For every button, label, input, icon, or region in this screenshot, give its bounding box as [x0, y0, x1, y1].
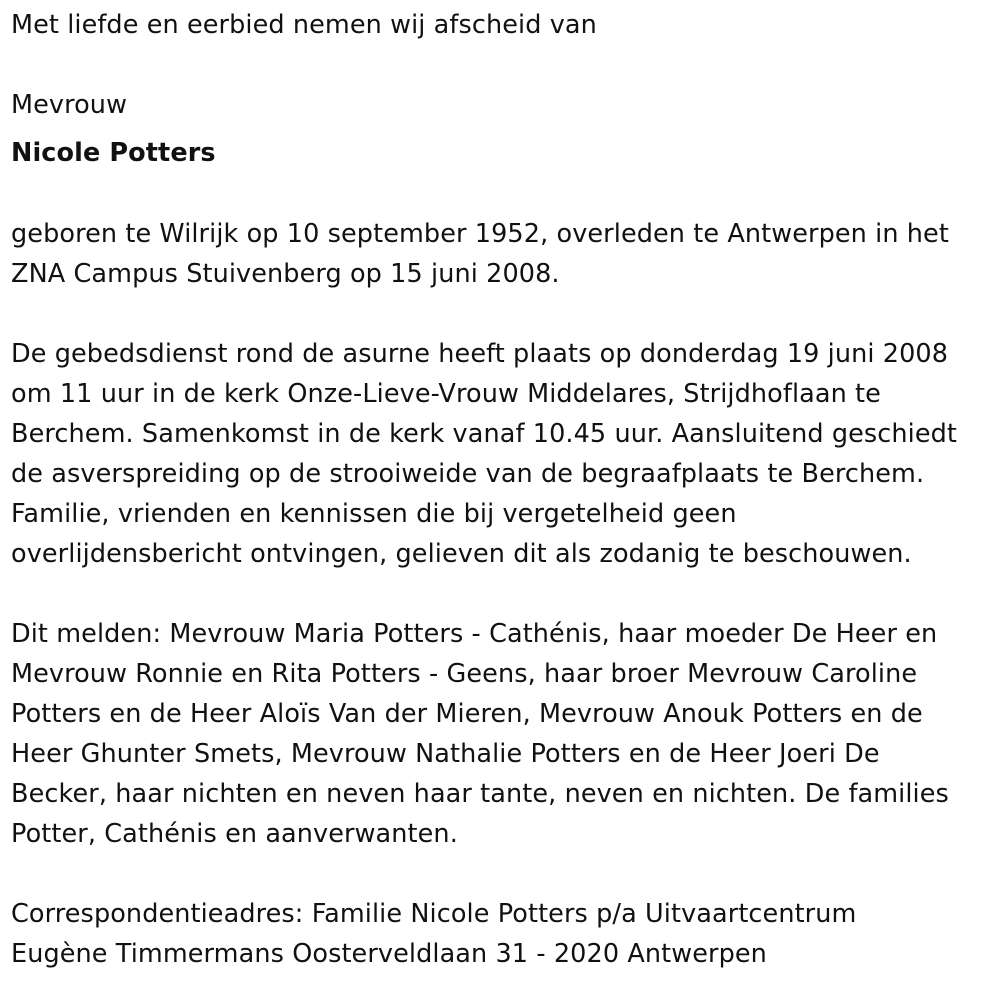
announcers-line-2: Mevrouw Ronnie en Rita Potters - Geens, haar broer Mevrouw Caroline	[11, 659, 918, 689]
announcers-line-3: Potters en de Heer Aloïs Van der Mieren, Mevrouw Anouk Potters en de	[11, 699, 923, 729]
announcers-line-4: Heer Ghunter Smets, Mevrouw Nathalie Potters en de Heer Joeri De	[11, 739, 880, 769]
intro-line: Met liefde en eerbied nemen wij afscheid van	[11, 10, 597, 40]
announcers-line-6: Potter, Cathénis en aanverwanten.	[11, 819, 458, 849]
correspondence-line-2: Eugène Timmermans Oosterveldlaan 31 - 2020 Antwerpen	[11, 939, 767, 969]
birth-line-1: geboren te Wilrijk op 10 september 1952, overleden te Antwerpen in het	[11, 219, 949, 249]
announcers-line-5: Becker, haar nichten en neven haar tante, neven en nichten. De families	[11, 779, 949, 809]
service-line-4: de asverspreiding op de strooiweide van de begraafplaats te Berchem.	[11, 459, 925, 489]
service-line-1: De gebedsdienst rond de asurne heeft plaats op donderdag 19 juni 2008	[11, 339, 949, 369]
service-line-2: om 11 uur in de kerk Onze-Lieve-Vrouw Middelares, Strijdhoflaan te	[11, 379, 881, 409]
service-line-3: Berchem. Samenkomst in de kerk vanaf 10.45 uur. Aansluitend geschiedt	[11, 419, 958, 449]
announcers-line-1: Dit melden: Mevrouw Maria Potters - Cathénis, haar moeder De Heer en	[11, 619, 938, 649]
correspondence-line-1: Correspondentieadres: Familie Nicole Potters p/a Uitvaartcentrum	[11, 899, 857, 929]
salutation: Mevrouw	[11, 90, 128, 120]
deceased-name: Nicole Potters	[11, 138, 216, 168]
service-line-6: overlijdensbericht ontvingen, gelieven dit als zodanig te beschouwen.	[11, 539, 912, 569]
service-line-5: Familie, vrienden en kennissen die bij vergetelheid geen	[11, 499, 737, 529]
birth-line-2: ZNA Campus Stuivenberg op 15 juni 2008.	[11, 259, 560, 289]
